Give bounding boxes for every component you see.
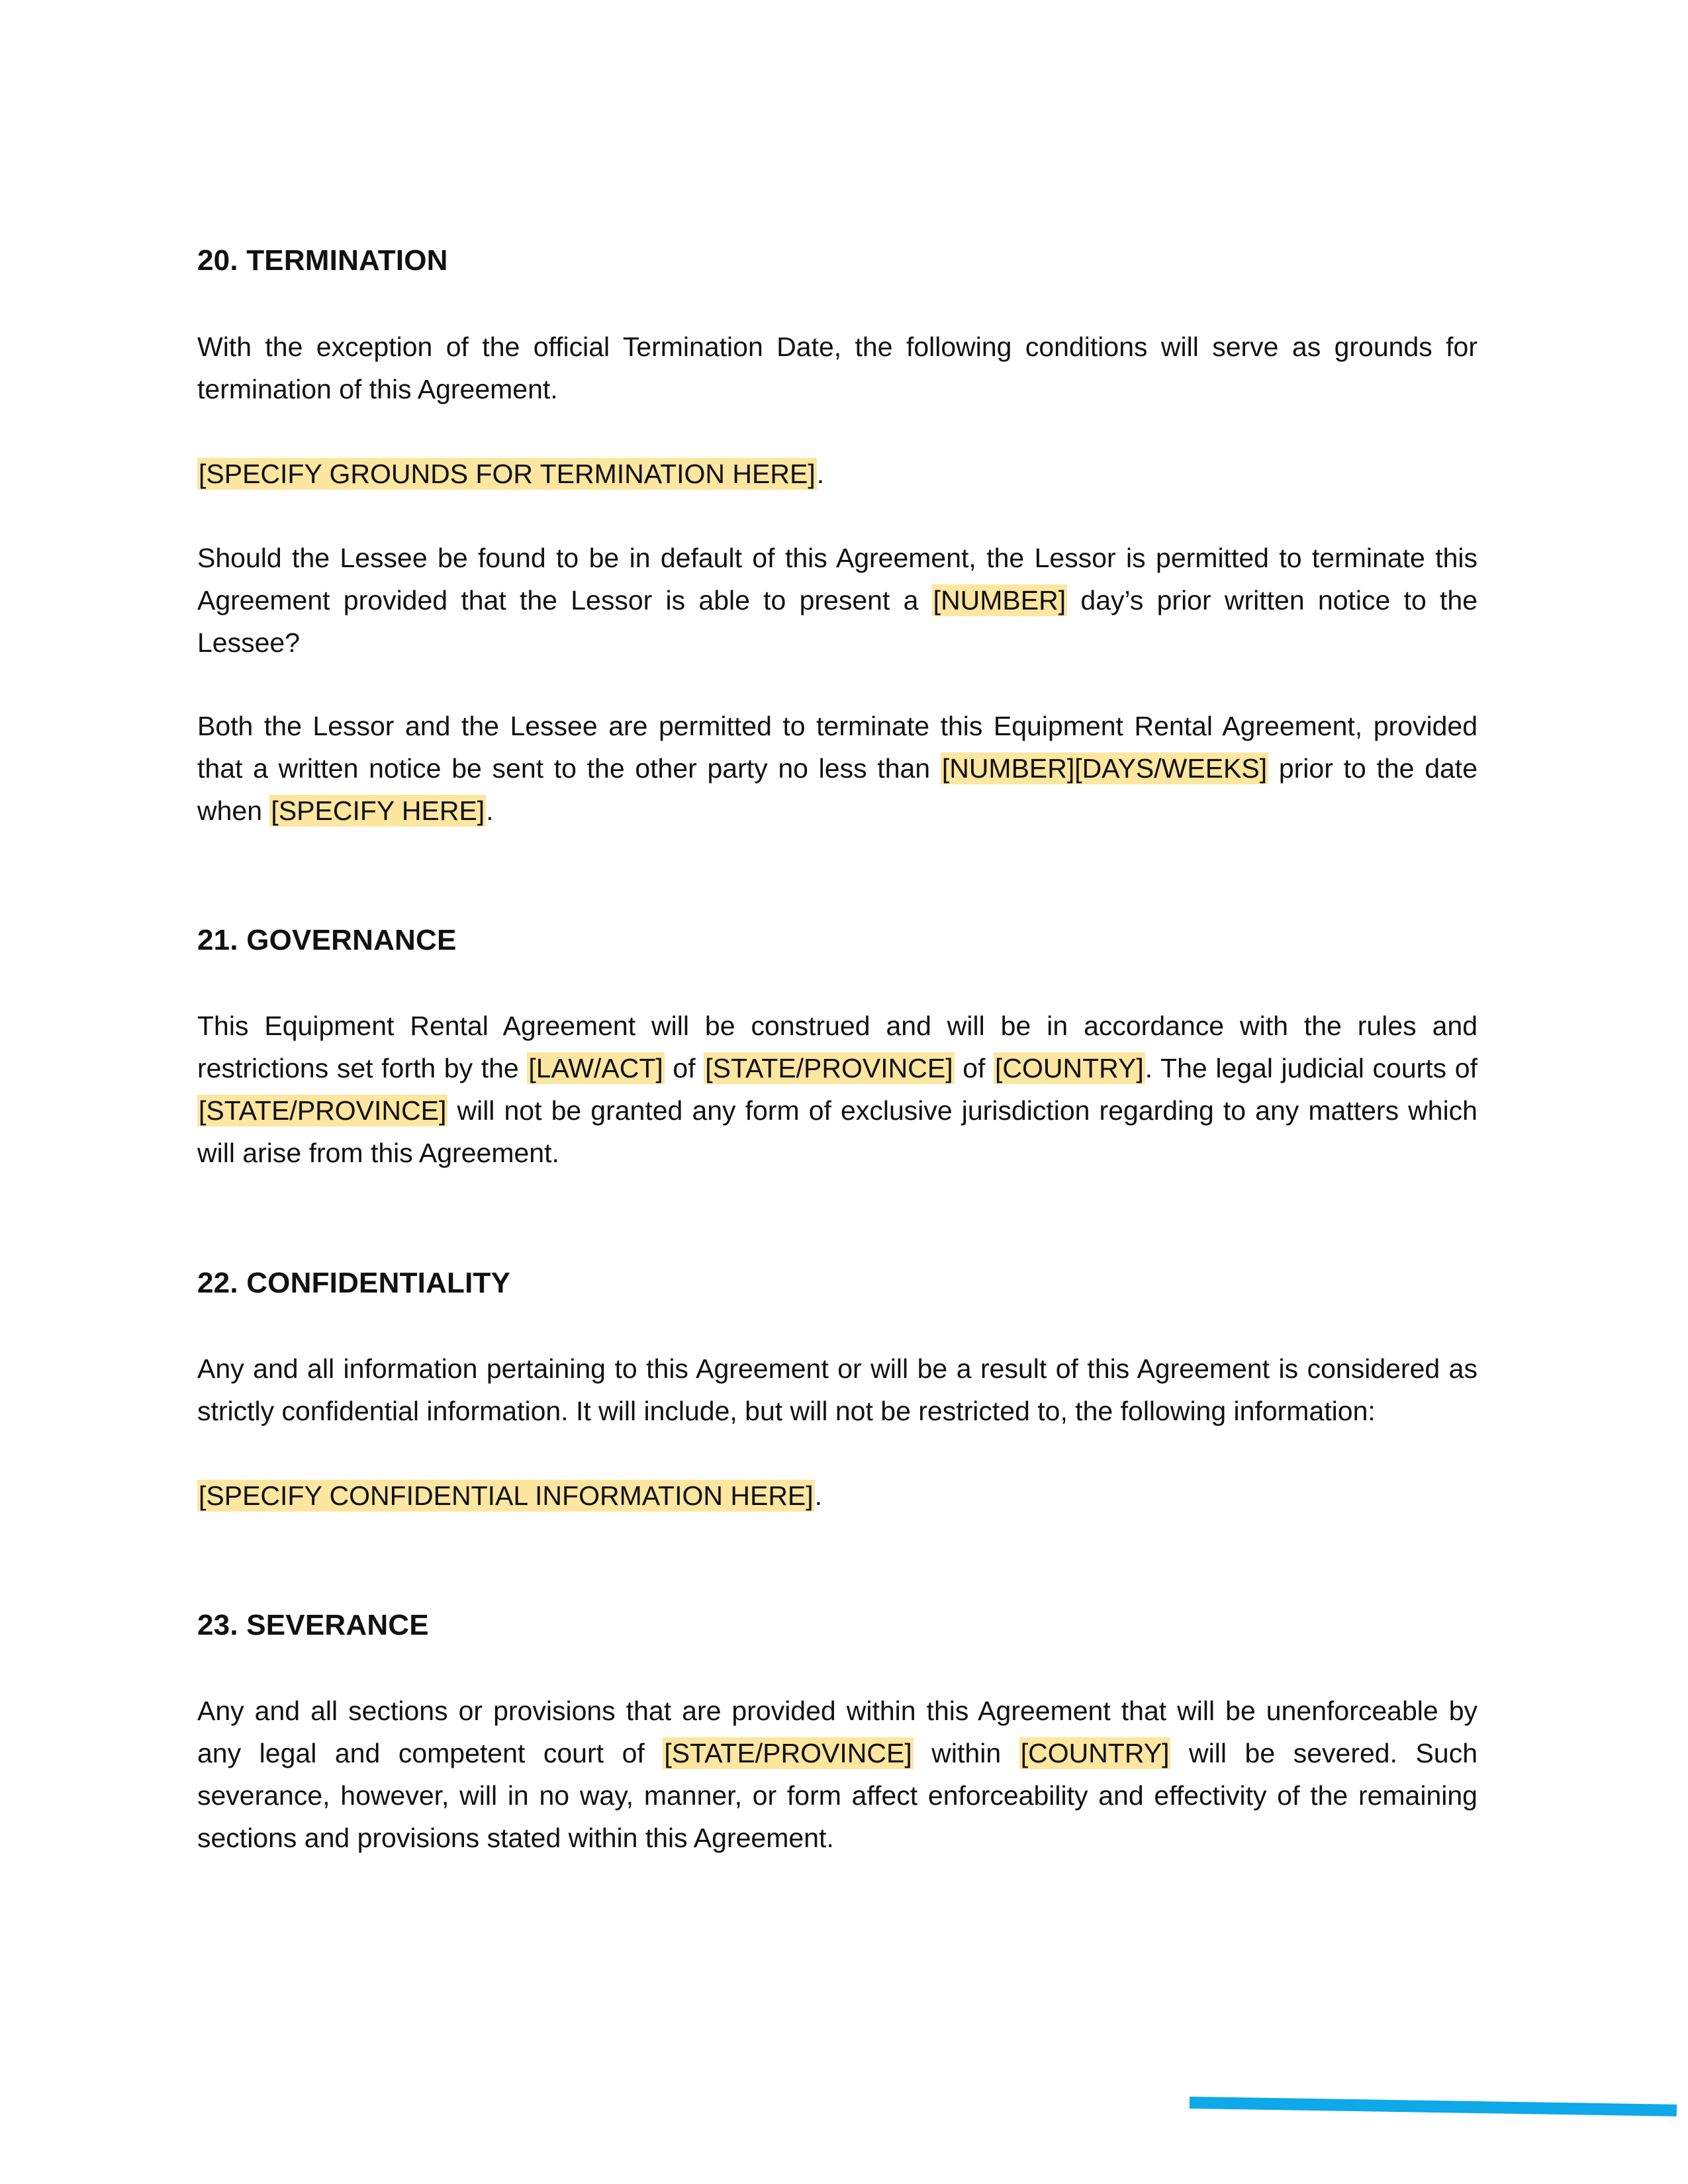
placeholder-grounds-for-termination: [SPECIFY GROUNDS FOR TERMINATION HERE] [199, 459, 816, 489]
text-segment: . [814, 1480, 823, 1511]
placeholder-country: [COUNTRY] [995, 1053, 1144, 1083]
section-heading-severance: 23. SEVERANCE [197, 1609, 429, 1641]
section-heading-confidentiality: 22. CONFIDENTIALITY [197, 1267, 511, 1299]
severance-paragraph-1 [197, 1690, 1477, 1859]
text-segment: Any and all sections or provisions that are provided within this Agreement that will be unenforceable by any legal and competent court of [197, 1696, 1477, 1768]
text-segment: Both the Lessor and the Lessee are permitted to terminate this Equipment Rental Agreement, provided that a written notice be sent to the other party no less than [197, 711, 1477, 784]
text-segment: . The legal judicial courts of [1145, 1053, 1477, 1083]
section-heading-governance: 21. GOVERNANCE [197, 924, 457, 956]
text-segment: will be severed. Such severance, however, will in no way, manner, or form affect enforceability and effectivity of the remaining sections and provisions stated within this Agreement. [197, 1738, 1477, 1853]
placeholder-specify-here: [SPECIFY HERE] [271, 796, 485, 826]
placeholder-state-province: [STATE/PROVINCE] [705, 1053, 953, 1083]
text-segment: . [486, 796, 494, 826]
text-segment: day’s prior written notice to the Lessee? [197, 585, 1477, 658]
text-segment: prior to the date when [197, 753, 1477, 826]
placeholder-state-province: [STATE/PROVINCE] [664, 1738, 912, 1768]
text-segment: will not be granted any form of exclusive jurisdiction regarding to any matters which will arise from this Agreement. [197, 1095, 1477, 1168]
text-segment: of [664, 1053, 704, 1083]
termination-paragraph-3 [197, 537, 1477, 664]
placeholder-number-days-weeks: [NUMBER][DAYS/WEEKS] [941, 753, 1268, 784]
termination-paragraph-1: With the exception of the official Termination Date, the following conditions will serve as grounds for termination of this Agreement. [197, 332, 1477, 404]
termination-paragraph-4 [197, 705, 1477, 832]
text-segment: within [913, 1738, 1019, 1768]
placeholder-country: [COUNTRY] [1020, 1738, 1170, 1768]
placeholder-confidential-information: [SPECIFY CONFIDENTIAL INFORMATION HERE] [199, 1480, 814, 1511]
placeholder-number: [NUMBER] [933, 585, 1066, 615]
confidentiality-paragraph-1: Any and all information pertaining to this Agreement or will be a result of this Agreement is considered as strictly confidential information. It will include, but will not be restricted to, the following information: [197, 1353, 1477, 1426]
text-segment: Should the Lessee be found to be in default of this Agreement, the Lessor is permitted to terminate this Agreement provided that the Lessor is able to present a [197, 543, 1477, 615]
termination-paragraph-2 [197, 453, 1477, 495]
governance-paragraph-1 [197, 1005, 1477, 1174]
document-page [197, 0, 1477, 2184]
placeholder-law-act: [LAW/ACT] [528, 1053, 663, 1083]
text-segment: . [816, 459, 825, 489]
confidentiality-paragraph-2 [197, 1475, 1477, 1517]
section-heading-termination: 20. TERMINATION [197, 244, 448, 277]
placeholder-state-province: [STATE/PROVINCE] [199, 1095, 447, 1126]
text-segment: of [954, 1053, 994, 1083]
text-segment: This Equipment Rental Agreement will be construed and will be in accordance with the rules and restrictions set forth by the [197, 1011, 1477, 1083]
